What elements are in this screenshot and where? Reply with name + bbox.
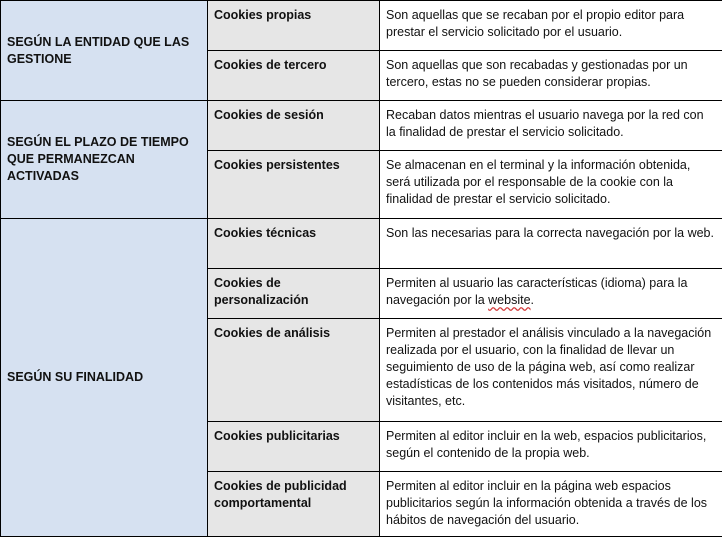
cookie-description-cell: Son aquellas que se recaban por el propio editor para prestar el servicio solicitado por el usuario. [380,1,722,51]
cookie-description-cell [380,269,722,319]
cookie-description-cell: Permiten al editor incluir en la página web espacios publicitarios según la información obtenida a través de los hábitos de navegación del usuario. [380,472,722,537]
description-text: Permiten al usuario las características (idioma) para la navegación por la [386,276,688,307]
cookie-description-cell: Se almacenan en el terminal y la información obtenida, será utilizada por el responsable de la cookie con la finalidad de prestar el servicio solicitado. [380,151,722,219]
table-row [1,101,722,151]
group-label-finalidad: SEGÚN SU FINALIDAD [1,219,208,537]
cookie-description-cell: Recaban datos mientras el usuario navega por la red con la finalidad de prestar el servicio solicitado. [380,101,722,151]
cookie-type-cell: Cookies de personalización [208,269,380,319]
cookie-type-cell: Cookies persistentes [208,151,380,219]
cookie-description-cell: Permiten al editor incluir en la web, espacios publicitarios, según el contenido de la propia web. [380,422,722,472]
cookie-type-cell: Cookies publicitarias [208,422,380,472]
cookie-type-cell: Cookies de tercero [208,51,380,101]
cookie-description-cell: Permiten al prestador el análisis vinculado a la navegación realizada por el usuario, con la finalidad de llevar un seguimiento de uso de la página web, así como realizar estadísticas de los contenidos más visitados, número de visitantes, etc. [380,319,722,422]
table-row [1,1,722,51]
group-label-entidad: SEGÚN LA ENTIDAD QUE LAS GESTIONE [1,1,208,101]
cookie-description-cell: Son las necesarias para la correcta navegación por la web. [380,219,722,269]
table-row [1,219,722,269]
spellcheck-underlined-word: website [488,293,531,307]
cookie-type-cell: Cookies de publicidad comportamental [208,472,380,537]
cookie-description-cell: Son aquellas que son recabadas y gestionadas por un tercero, estas no se pueden considerar propias. [380,51,722,101]
group-label-plazo: SEGÚN EL PLAZO DE TIEMPO QUE PERMANEZCAN ACTIVADAS [1,101,208,219]
description-text-end: . [530,293,535,307]
cookie-type-cell: Cookies de sesión [208,101,380,151]
cookie-type-cell: Cookies propias [208,1,380,51]
cookie-type-cell: Cookies de análisis [208,319,380,422]
cookie-type-cell: Cookies técnicas [208,219,380,269]
